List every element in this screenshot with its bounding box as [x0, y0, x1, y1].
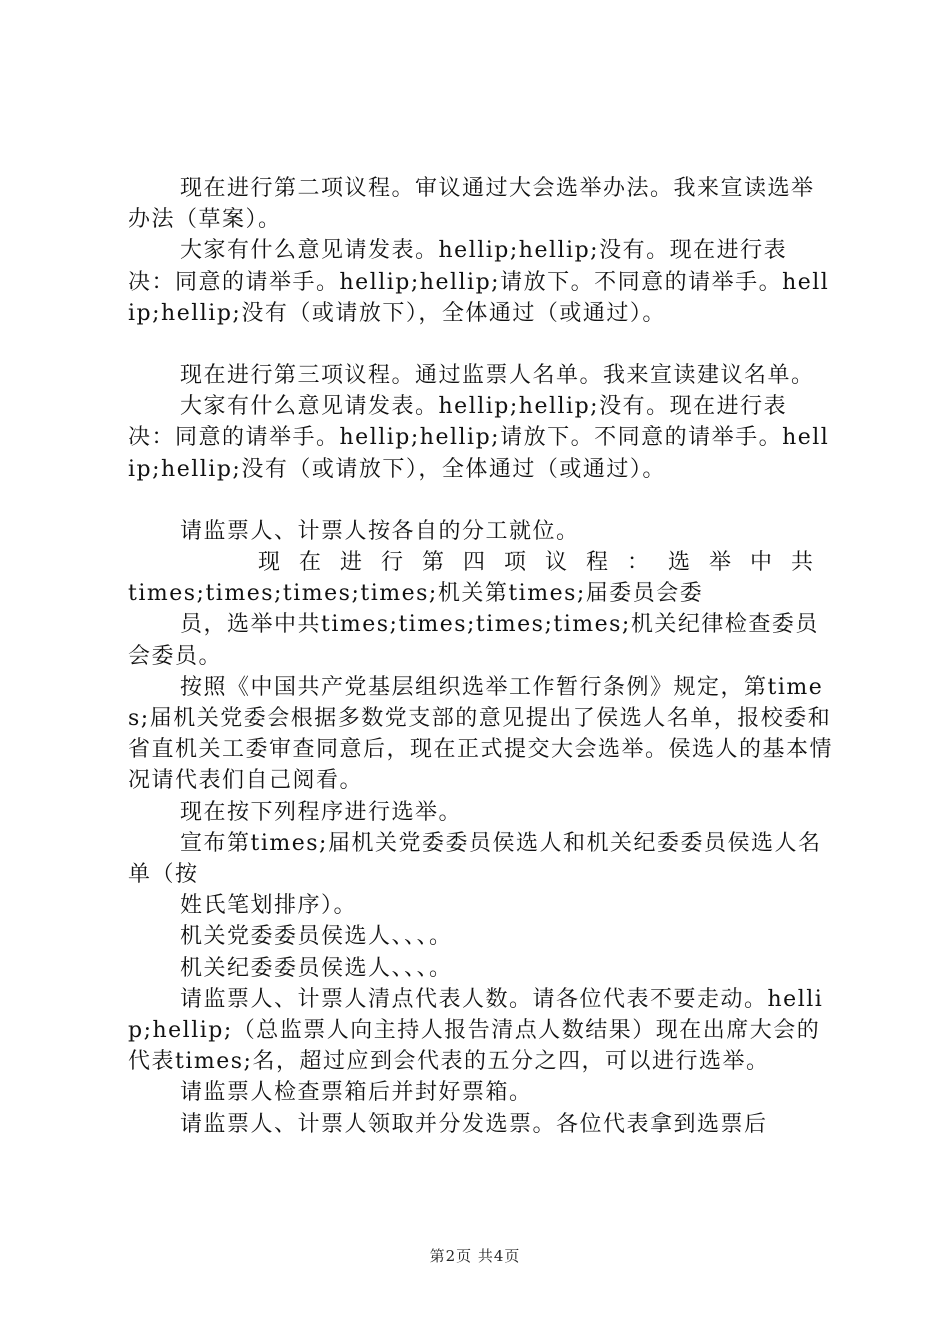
- paragraph-spacer: [128, 485, 834, 516]
- paragraph-announce-candidates: 宣布第times;届机关党委委员侯选人和机关纪委委员侯选人名单（按: [128, 830, 822, 888]
- paragraph-party-committee-candidates: 机关党委委员侯选人、、、。: [180, 924, 453, 950]
- paragraph-agenda-3: 现在进行第三项议程。通过监票人名单。我来宣读建议名单。: [180, 363, 815, 389]
- paragraph-agenda-4-heading: 现在进行第四项议程：选举中共: [258, 550, 833, 576]
- paragraph-vote-1: 大家有什么意见请发表。hellip;hellip;没有。现在进行表决：同意的请举手。hellip;hellip;请放下。不同意的请举手。hellip;hellip;没有（或请放下），全体通过（或通过）。: [128, 238, 830, 326]
- paragraph-spacer: [128, 329, 834, 360]
- paragraph-agenda-2: 现在进行第二项议程。审议通过大会选举办法。我来宣读选举办法（草案）。: [128, 176, 815, 233]
- paragraph-procedure: 现在按下列程序进行选举。: [180, 799, 463, 825]
- paragraph-regulations: 按照《中国共产党基层组织选举工作暂行条例》规定，第times;届机关党委会根据多数党支部的意见提出了侯选人名单，报校委和省直机关工委审查同意后，现在正式提交大会选举。侯选人的基本情况请代表们自己阅看。: [128, 674, 834, 794]
- paragraph-distribute-ballots: 请监票人、计票人领取并分发选票。各位代表拿到选票后: [180, 1111, 768, 1137]
- paragraph-headcount: 请监票人、计票人清点代表人数。请各位代表不要走动。hellip;hellip;（总监票人向主持人报告清点人数结果）现在出席大会的代表times;名，超过应到会代表的五分之四，可以进行选举。: [128, 986, 824, 1075]
- paragraph-discipline-committee-candidates: 机关纪委委员侯选人、、、。: [180, 955, 453, 981]
- paragraph-agenda-4-line-3: 员，选举中共times;times;times;times;机关纪律检查委员会委员。: [128, 612, 819, 669]
- paragraph-vote-2: 大家有什么意见请发表。hellip;hellip;没有。现在进行表决：同意的请举手。hellip;hellip;请放下。不同意的请举手。hellip;hellip;没有（或请放下），全体通过（或通过）。: [128, 394, 830, 482]
- document-body: [128, 173, 834, 1140]
- paragraph-ballot-box: 请监票人检查票箱后并封好票箱。: [180, 1080, 533, 1106]
- page-number-footer: 第2页 共4页: [429, 1247, 521, 1265]
- paragraph-sort-note: 姓氏笔划排序）。: [180, 893, 358, 919]
- paragraph-agenda-4-line-2: times;times;times;times;机关第times;届委员会委: [128, 581, 704, 607]
- paragraph-tellers-position: 请监票人、计票人按各自的分工就位。: [180, 518, 580, 544]
